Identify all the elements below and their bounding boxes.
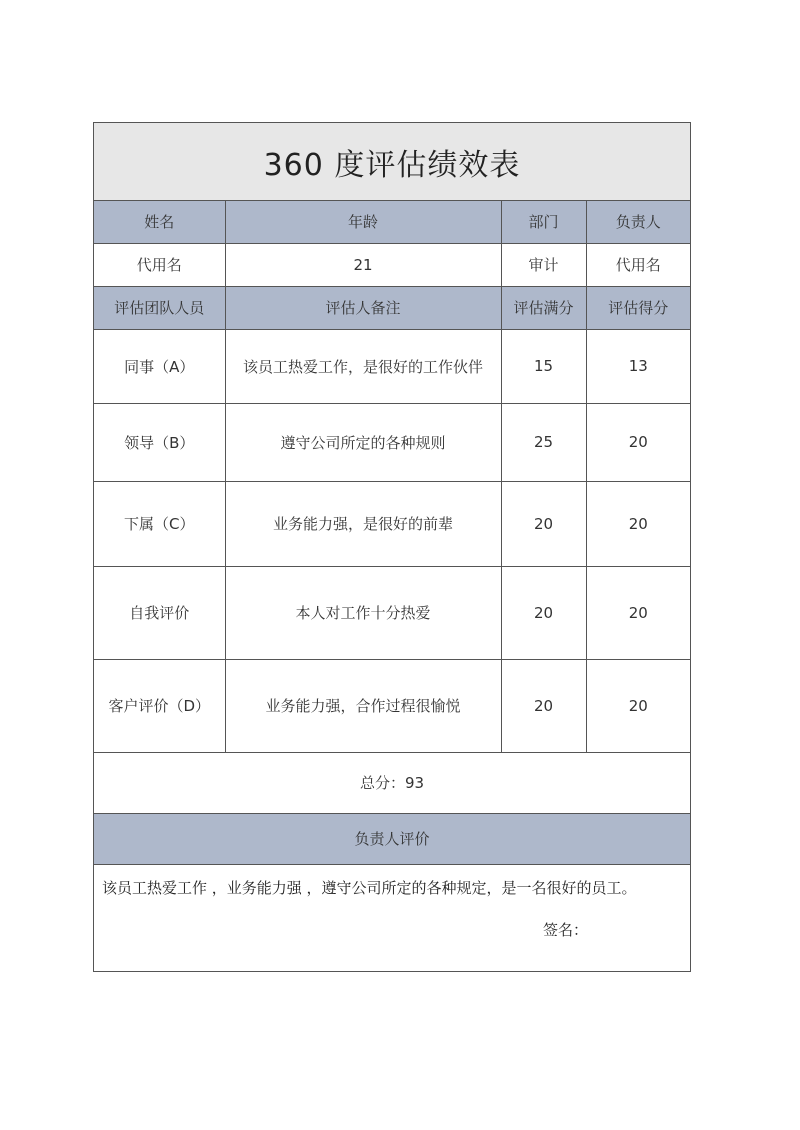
manager-review-header: 负责人评价 <box>94 813 690 864</box>
header-team-member: 评估团队人员 <box>94 286 225 329</box>
member-cell: 领导（B） <box>94 403 225 481</box>
member-cell: 下属（C） <box>94 481 225 566</box>
header-name: 姓名 <box>94 201 225 243</box>
member-cell: 同事（A） <box>94 329 225 403</box>
note-cell: 本人对工作十分热爱 <box>225 566 501 659</box>
note-cell: 该员工热爱工作，是很好的工作伙伴 <box>225 329 501 403</box>
evaluation-sheet <box>93 122 691 972</box>
full-score-cell: 20 <box>501 659 586 752</box>
note-cell: 业务能力强，合作过程很愉悦 <box>225 659 501 752</box>
evaluation-header-row <box>94 286 690 329</box>
manager-review-header-row <box>94 813 690 864</box>
value-age: 21 <box>225 243 501 286</box>
header-department: 部门 <box>501 201 586 243</box>
score-cell: 20 <box>586 481 690 566</box>
signature-label: 签名： <box>543 921 589 939</box>
manager-review-body <box>94 863 690 971</box>
score-cell: 20 <box>586 659 690 752</box>
header-full-score: 评估满分 <box>501 286 586 329</box>
score-cell: 13 <box>586 329 690 403</box>
table-row <box>94 403 690 481</box>
note-cell: 业务能力强，是很好的前辈 <box>225 481 501 566</box>
full-score-cell: 15 <box>501 329 586 403</box>
value-manager: 代用名 <box>586 243 690 286</box>
header-evaluator-note: 评估人备注 <box>225 286 501 329</box>
evaluation-table <box>94 201 690 865</box>
header-score: 评估得分 <box>586 286 690 329</box>
total-row <box>94 752 690 813</box>
info-header-row <box>94 201 690 243</box>
full-score-cell: 20 <box>501 481 586 566</box>
full-score-cell: 25 <box>501 403 586 481</box>
value-department: 审计 <box>501 243 586 286</box>
header-manager: 负责人 <box>586 201 690 243</box>
score-cell: 20 <box>586 403 690 481</box>
table-row <box>94 329 690 403</box>
total-score: 总分：93 <box>94 752 690 813</box>
member-cell: 自我评价 <box>94 566 225 659</box>
table-row <box>94 659 690 752</box>
member-cell: 客户评价（D） <box>94 659 225 752</box>
manager-review-text: 该员工热爱工作 ，业务能力强 ，遵守公司所定的各种规定，是一名很好的员工。 <box>102 879 637 897</box>
note-cell: 遵守公司所定的各种规则 <box>225 403 501 481</box>
value-name: 代用名 <box>94 243 225 286</box>
page-title: 360 度评估绩效表 <box>94 123 690 201</box>
table-row <box>94 481 690 566</box>
full-score-cell: 20 <box>501 566 586 659</box>
table-row <box>94 566 690 659</box>
score-cell: 20 <box>586 566 690 659</box>
info-value-row <box>94 243 690 286</box>
header-age: 年龄 <box>225 201 501 243</box>
